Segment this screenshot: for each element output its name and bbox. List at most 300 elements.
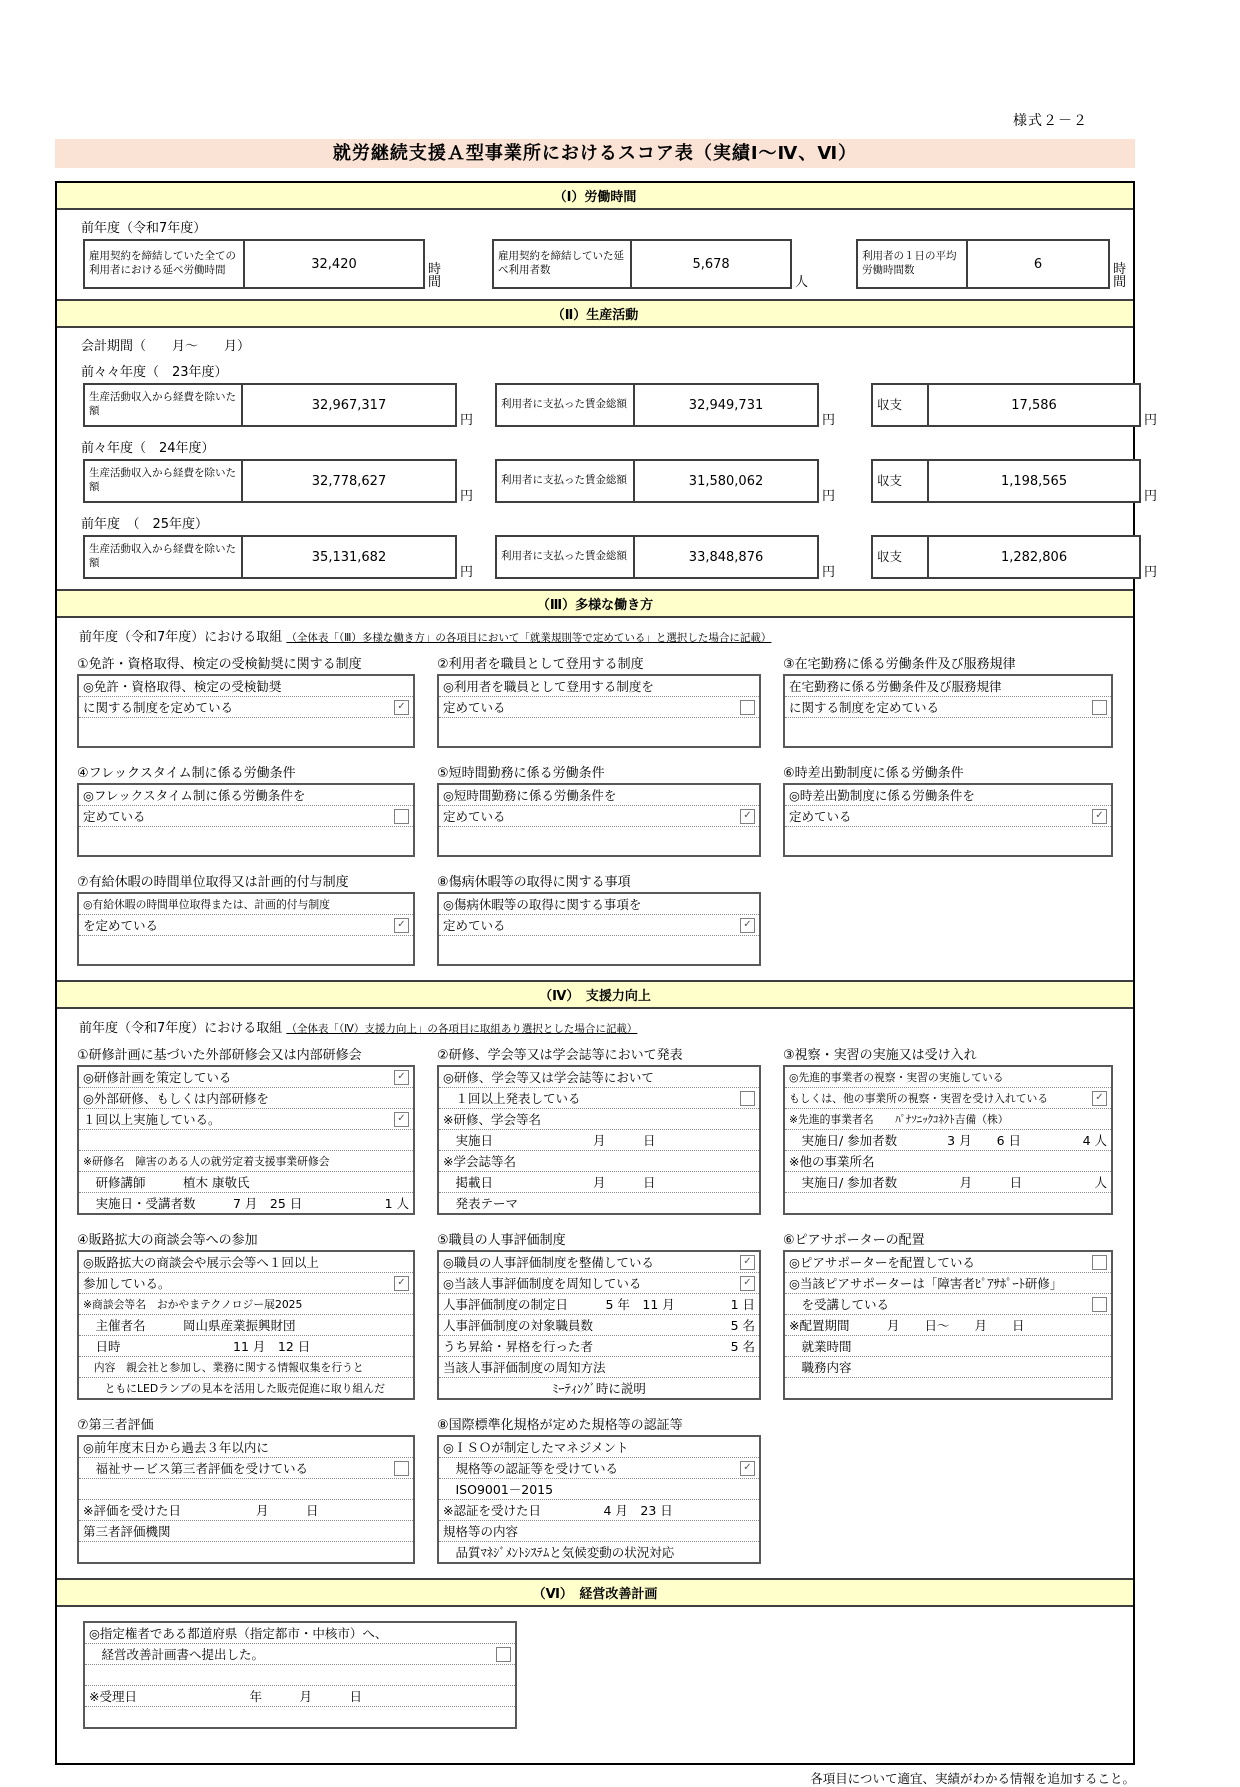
box-row [79, 1479, 413, 1500]
management-improvement-box [83, 1621, 517, 1729]
field-unit: 時間 [428, 262, 442, 290]
item-title: ⑧国際標準化規格が定めた規格等の認証等 [437, 1418, 683, 1433]
row-text: ※受理日 年 月 日 [89, 1689, 362, 1704]
box-row [79, 1172, 413, 1193]
page-title: 就労継続支援Ａ型事業所におけるスコア表（実績Ⅰ～Ⅳ、Ⅵ） [55, 139, 1135, 168]
checkbox-unchecked[interactable] [740, 1091, 755, 1106]
field-label: 利用者の１日の平均労働時間数 [858, 241, 968, 287]
box-row [785, 1088, 1111, 1109]
row-text: 経営改善計画書へ提出した。 [89, 1647, 265, 1662]
box-row [439, 1542, 759, 1562]
box-row [439, 1437, 759, 1458]
box-row [85, 1686, 515, 1707]
row-text: ◎販路拡大の商談会や展示会等へ１回以上 [83, 1255, 319, 1270]
year-label: 前年度 （ 25年度） [81, 517, 209, 532]
form-item [783, 1044, 1113, 1215]
row-text: 人事評価制度の制定日 5 年 11 月 [443, 1297, 675, 1312]
box-row [439, 915, 759, 936]
subtitle-note: （全体表「（Ⅲ）多様な働き方」の各項目において「就業規則等で定めている」と選択した場合に記載） [286, 632, 772, 644]
box-row [439, 1294, 759, 1315]
row-text: ◎傷病休暇等の取得に関する事項を [443, 897, 642, 912]
box-row [439, 806, 759, 827]
item-box [437, 783, 761, 857]
row-text: 定めている [443, 700, 506, 715]
box-row [439, 1067, 759, 1088]
row-text: ◎フレックスタイム制に係る労働条件を [83, 788, 306, 803]
field-label: 雇用契約を締結していた延べ利用者数 [494, 241, 632, 287]
checkbox-checked[interactable]: ✓ [1092, 1091, 1107, 1106]
box-row [785, 1378, 1111, 1398]
checkbox-checked[interactable]: ✓ [740, 1276, 755, 1291]
item-box [437, 674, 761, 748]
row-text: ◎職員の人事評価制度を整備している [443, 1255, 654, 1270]
row-text: ◎指定権者である都道府県（指定都市・中核市）へ、 [89, 1626, 388, 1641]
item-title: ④フレックスタイム制に係る労働条件 [77, 766, 296, 781]
section1-field-row [83, 239, 1133, 289]
field-value: 35,131,682 [311, 549, 387, 565]
item-box [783, 1065, 1113, 1215]
form-item [77, 1229, 415, 1400]
field-label: 利用者に支払った賃金総額 [497, 461, 635, 501]
box-row [785, 1294, 1111, 1315]
field-group-net-income [83, 459, 473, 503]
box-row [785, 676, 1111, 697]
item-title: ⑤職員の人事評価制度 [437, 1233, 566, 1248]
box-row [79, 1378, 413, 1398]
box-row [785, 1252, 1111, 1273]
field-group-wages-paid [495, 459, 835, 503]
section4-content [57, 1017, 1133, 1578]
field-group-net-income [83, 535, 473, 579]
field-group-wages-paid [495, 383, 835, 427]
box-row [439, 1273, 759, 1294]
box-row [785, 1109, 1111, 1130]
box-row [79, 1294, 413, 1315]
row-text: ※評価を受けた日 月 日 [83, 1503, 319, 1518]
checkbox-checked[interactable]: ✓ [394, 1276, 409, 1291]
box-row [785, 1151, 1111, 1172]
row-value: 5 名 [730, 1318, 755, 1333]
field-label: 雇用契約を締結していた全ての利用者における延べ労働時間 [85, 241, 245, 287]
item-box [783, 674, 1113, 748]
box-row [439, 1315, 759, 1336]
form-item [437, 1229, 761, 1400]
field-label: 収支 [873, 537, 929, 577]
section4-item-grid [57, 1044, 1133, 1578]
box-row [785, 806, 1111, 827]
box-row [79, 1521, 413, 1542]
item-title: ③在宅勤務に係る労働条件及び服務規律 [783, 657, 1016, 672]
field-value: 31,580,062 [688, 473, 764, 489]
year-field-row [83, 383, 1158, 428]
form-item [77, 871, 415, 966]
box-row [85, 1644, 515, 1665]
field-unit: 円 [822, 489, 836, 504]
item-title: ④販路拡大の商談会等への参加 [77, 1233, 258, 1248]
field-unit: 時間 [1113, 262, 1127, 290]
item-title: ⑥ピアサポーターの配置 [783, 1233, 925, 1248]
form-item [77, 1044, 415, 1215]
field-group-net-income [83, 383, 473, 427]
row-value: 1 人 [384, 1196, 409, 1211]
item-box [783, 1250, 1113, 1400]
row-text: 参加している。 [83, 1276, 171, 1291]
item-box [783, 783, 1113, 857]
row-text: ※学会誌等名 [443, 1154, 516, 1169]
field-value: 32,420 [311, 256, 357, 272]
row-text: ◎利用者を職員として登用する制度を [443, 679, 654, 694]
item-box [437, 1435, 761, 1564]
item-title: ③視察・実習の実施又は受け入れ [783, 1048, 977, 1063]
box-row [79, 1458, 413, 1479]
field-unit: 円 [460, 489, 474, 504]
field-group-avg-hours [856, 239, 1133, 289]
row-text: 日時 11 月 12 日 [83, 1339, 311, 1354]
item-box [77, 1065, 415, 1215]
box-row [79, 1067, 413, 1088]
box-row [439, 827, 759, 855]
checkbox-unchecked[interactable] [394, 1461, 409, 1476]
form-item [77, 653, 415, 748]
box-row [785, 1193, 1111, 1213]
checkbox-checked[interactable]: ✓ [394, 700, 409, 715]
box-row [439, 1336, 759, 1357]
year-label: 前々年度（ 24年度） [81, 441, 215, 456]
row-text: ◎ピアサポーターを配置している [789, 1255, 975, 1270]
row-text: を受講している [789, 1297, 890, 1312]
field-unit: 円 [460, 413, 474, 428]
box-row [79, 1357, 413, 1378]
row-text: 発表テーマ [443, 1196, 519, 1211]
footer-note: 各項目について適宜、実績がわかる情報を追加すること。 [810, 1771, 1135, 1786]
box-row [439, 676, 759, 697]
row-text: ※認証を受けた日 4 月 23 日 [443, 1503, 673, 1518]
form-body [55, 181, 1158, 1765]
row-text: ※研修名 障害のある人の就労定着支援事業研修会 [83, 1154, 330, 1168]
item-box [437, 892, 761, 966]
item-title: ⑧傷病休暇等の取得に関する事項 [437, 875, 631, 890]
box-row [79, 806, 413, 827]
row-text: ◎有給休暇の時間単位取得または、計画的付与制度 [83, 897, 330, 911]
box-row [79, 718, 413, 746]
checkbox-checked[interactable]: ✓ [740, 1461, 755, 1476]
row-text: ※商談会等名 おかやまテクノロジー展2025 [83, 1297, 303, 1311]
section2-content [57, 335, 1158, 580]
item-box [77, 1250, 415, 1400]
row-text: 研修講師 植木 康敬氏 [83, 1175, 250, 1190]
box-row [85, 1707, 515, 1727]
field-group-wages-paid [495, 535, 835, 579]
form-item [77, 762, 415, 857]
box-row [785, 718, 1111, 746]
field-unit: 円 [1144, 413, 1158, 428]
row-text: ◎先進的事業者の視察・実習の実施している [789, 1070, 1004, 1084]
row-text: 人事評価制度の対象職員数 [443, 1318, 594, 1333]
box-row [79, 1088, 413, 1109]
row-text: ※研修、学会等名 [443, 1112, 541, 1127]
box-row [439, 1357, 759, 1378]
checkbox-unchecked[interactable] [496, 1647, 511, 1662]
row-text: １回以上実施している。 [83, 1112, 221, 1127]
checkbox-checked[interactable]: ✓ [740, 918, 755, 933]
box-row [79, 785, 413, 806]
checkbox-checked[interactable]: ✓ [394, 1070, 409, 1085]
field-label: 利用者に支払った賃金総額 [497, 537, 635, 577]
box-row [439, 1193, 759, 1213]
row-text: ◎当該ピアサポーターは「障害者ﾋﾟｱｻﾎﾟｰﾄ研修」 [789, 1276, 1063, 1291]
section6-header: （Ⅵ） 経営改善計画 [57, 1578, 1133, 1607]
row-text: 主催者名 岡山県産業振興財団 [83, 1318, 296, 1333]
item-title: ②研修、学会等又は学会誌等において発表 [437, 1048, 683, 1063]
row-text: ※配置期間 月 日～ 月 日 [789, 1318, 1025, 1333]
box-row [785, 827, 1111, 855]
box-row [439, 1130, 759, 1151]
year-field-row [83, 535, 1158, 580]
field-value: 17,586 [1011, 397, 1057, 413]
row-value: 1 日 [730, 1297, 755, 1312]
form-wrap [55, 181, 1158, 1787]
field-value: 1,198,565 [1000, 473, 1068, 489]
field-unit: 円 [822, 565, 836, 580]
field-unit: 円 [1144, 565, 1158, 580]
box-row [79, 1130, 413, 1151]
box-row [439, 1172, 759, 1193]
field-label: 収支 [873, 385, 929, 425]
field-label: 収支 [873, 461, 929, 501]
form-item [783, 653, 1113, 748]
subtitle-text: 前年度（令和7年度）における取組 [79, 630, 283, 645]
checkbox-checked[interactable]: ✓ [740, 809, 755, 824]
row-text: 掲載日 月 日 [443, 1175, 656, 1190]
row-text: ◎研修計画を策定している [83, 1070, 232, 1085]
box-row [785, 785, 1111, 806]
field-unit: 円 [822, 413, 836, 428]
field-group-balance [871, 459, 1157, 503]
box-row [439, 1252, 759, 1273]
item-title: ⑦有給休暇の時間単位取得又は計画的付与制度 [77, 875, 349, 890]
field-label: 利用者に支払った賃金総額 [497, 385, 635, 425]
row-value: 5 名 [730, 1339, 755, 1354]
row-text: 実施日/ 参加者数 3 月 6 日 [789, 1133, 1022, 1148]
field-value: 32,949,731 [688, 397, 764, 413]
item-title: ⑥時差出勤制度に係る労働条件 [783, 766, 964, 781]
box-row [79, 1252, 413, 1273]
field-value: 6 [1033, 256, 1043, 272]
row-text: に関する制度を定めている [789, 700, 940, 715]
form-item [437, 871, 761, 966]
item-title: ⑤短時間勤務に係る労働条件 [437, 766, 605, 781]
box-row [79, 676, 413, 697]
section6-content [57, 1607, 1133, 1763]
box-row [439, 697, 759, 718]
box-row [85, 1665, 515, 1686]
row-text: 規格等の認証等を受けている [443, 1461, 619, 1476]
box-row [79, 1336, 413, 1357]
checkbox-unchecked[interactable] [1092, 1255, 1107, 1270]
row-text: 定めている [443, 809, 506, 824]
item-box [437, 1250, 761, 1400]
row-text: 品質ﾏﾈｼﾞﾒﾝﾄｼｽﾃﾑと気候変動の状況対応 [443, 1545, 675, 1560]
row-text: 第三者評価機関 [83, 1524, 171, 1539]
form-item [437, 1044, 761, 1215]
row-text: 在宅勤務に係る労働条件及び服務規律 [789, 679, 1002, 694]
item-title: ②利用者を職員として登用する制度 [437, 657, 644, 672]
row-text: 職務内容 [789, 1360, 852, 1375]
box-row [79, 936, 413, 964]
row-text: ◎ＩＳＯが制定したマネジメント [443, 1440, 629, 1455]
form-item [437, 653, 761, 748]
field-label: 生産活動収入から経費を除いた額 [85, 537, 243, 577]
box-row [439, 718, 759, 746]
section3-content [57, 626, 1133, 980]
row-text: ◎外部研修、もしくは内部研修を [83, 1091, 269, 1106]
item-title: ①免許・資格取得、検定の受検勧奨に関する制度 [77, 657, 362, 672]
form-code: 様式２－２ [1013, 113, 1088, 129]
row-text: 定めている [83, 809, 146, 824]
row-text: １回以上発表している [443, 1091, 581, 1106]
box-row [439, 1151, 759, 1172]
box-row [439, 1479, 759, 1500]
box-row [439, 936, 759, 964]
box-row [785, 697, 1111, 718]
row-text: 内容 親会社と参加し、業務に関する情報収集を行うと [83, 1360, 364, 1374]
field-group-balance [871, 535, 1157, 579]
row-text: うち昇給・昇格を行った者 [443, 1339, 594, 1354]
year-field-row [83, 459, 1158, 504]
box-row [79, 1542, 413, 1562]
section2-header: （Ⅱ）生産活動 [57, 299, 1133, 328]
field-group-balance [871, 383, 1157, 427]
checkbox-unchecked[interactable] [1092, 1297, 1107, 1312]
checkbox-checked[interactable]: ✓ [394, 1112, 409, 1127]
item-box [77, 674, 415, 748]
subtitle-note: （全体表「（Ⅳ）支援力向上」の各項目に取組あり選択とした場合に記載） [286, 1023, 638, 1035]
row-text: ◎当該人事評価制度を周知している [443, 1276, 642, 1291]
checkbox-checked[interactable]: ✓ [394, 918, 409, 933]
box-row [85, 1623, 515, 1644]
section1-year-label: 前年度（令和7年度） [81, 221, 207, 236]
row-text: ◎時差出勤制度に係る労働条件を [789, 788, 975, 803]
item-title: ①研修計画に基づいた外部研修会又は内部研修会 [77, 1048, 362, 1063]
box-row [439, 1458, 759, 1479]
item-box [77, 1435, 415, 1564]
row-text: を定めている [83, 918, 159, 933]
box-row [785, 1067, 1111, 1088]
box-row [439, 785, 759, 806]
box-row [79, 827, 413, 855]
item-box [437, 1065, 761, 1215]
row-text: 実施日 月 日 [443, 1133, 656, 1148]
section4-subtitle [79, 1017, 1133, 1036]
row-text: 就業時間 [789, 1339, 852, 1354]
row-text: もしくは、他の事業所の視察・実習を受け入れている [789, 1091, 1049, 1105]
item-title: ⑦第三者評価 [77, 1418, 154, 1433]
form-item [783, 1229, 1113, 1400]
form-item [783, 762, 1113, 857]
box-row [79, 697, 413, 718]
row-text: 福祉サービス第三者評価を受けている [83, 1461, 309, 1476]
item-box [77, 892, 415, 966]
box-row [79, 1273, 413, 1294]
checkbox-unchecked[interactable] [394, 809, 409, 824]
box-row [439, 1088, 759, 1109]
box-row [785, 1357, 1111, 1378]
box-row [79, 1315, 413, 1336]
checkbox-unchecked[interactable] [1092, 700, 1107, 715]
box-row [79, 894, 413, 915]
row-text: ※他の事業所名 [789, 1154, 875, 1169]
row-text: ◎免許・資格取得、検定の受検勧奨 [83, 679, 282, 694]
box-row [79, 1437, 413, 1458]
field-label: 生産活動収入から経費を除いた額 [85, 385, 243, 425]
box-row [439, 1521, 759, 1542]
form-item [437, 1414, 761, 1564]
field-value: 1,282,806 [1000, 549, 1068, 565]
item-box [77, 783, 415, 857]
box-row [439, 1500, 759, 1521]
row-text: 実施日/ 参加者数 月 日 [789, 1175, 1023, 1190]
box-row [439, 1378, 759, 1398]
checkbox-checked[interactable]: ✓ [1092, 809, 1107, 824]
field-value: 32,967,317 [311, 397, 387, 413]
row-text: 実施日・受講者数 7 月 25 日 [83, 1196, 303, 1211]
box-row [439, 894, 759, 915]
section3-subtitle [79, 626, 1133, 645]
row-text: 当該人事評価制度の周知方法 [443, 1360, 606, 1375]
checkbox-unchecked[interactable] [740, 700, 755, 715]
row-value: 4 人 [1082, 1133, 1107, 1148]
section3-item-grid [57, 653, 1133, 980]
box-row [79, 1193, 413, 1213]
row-text: ◎前年度末日から過去３年以内に [83, 1440, 269, 1455]
field-value: 33,848,876 [688, 549, 764, 565]
box-row [79, 1109, 413, 1130]
row-text: ※先進的事業者名 ﾊﾟﾅｿﾆｯｸｺﾈｸﾄ吉備（株） [789, 1112, 1009, 1126]
field-group-total-hours [83, 239, 446, 289]
form-item [437, 762, 761, 857]
row-text: ともにLEDランプの見本を活用した販売促進に取り組んだ [83, 1381, 385, 1395]
box-row [785, 1336, 1111, 1357]
section3-header: （Ⅲ）多様な働き方 [57, 589, 1133, 618]
accounting-period-label: 会計期間（ 月～ 月） [81, 339, 251, 354]
box-row [439, 1109, 759, 1130]
box-row [79, 1500, 413, 1521]
section1-header: （Ⅰ）労働時間 [57, 183, 1133, 210]
box-row [785, 1172, 1111, 1193]
field-label: 生産活動収入から経費を除いた額 [85, 461, 243, 501]
row-text: 定めている [789, 809, 852, 824]
checkbox-checked[interactable]: ✓ [740, 1255, 755, 1270]
field-unit: 円 [460, 565, 474, 580]
field-unit: 人 [795, 275, 809, 290]
box-row [785, 1315, 1111, 1336]
row-text: に関する制度を定めている [83, 700, 234, 715]
section4-header: （Ⅳ） 支援力向上 [57, 980, 1133, 1009]
row-text: ◎短時間勤務に係る労働条件を [443, 788, 617, 803]
row-text: ﾐｰﾃｨﾝｸﾞ時に説明 [552, 1381, 646, 1396]
box-row [79, 1151, 413, 1172]
form-item [77, 1414, 415, 1564]
row-value: 人 [1094, 1175, 1107, 1190]
field-group-total-users [492, 239, 808, 289]
box-row [79, 915, 413, 936]
row-text: ◎研修、学会等又は学会誌等において [443, 1070, 654, 1085]
row-text: 規格等の内容 [443, 1524, 519, 1539]
field-unit: 円 [1144, 489, 1158, 504]
box-row [785, 1130, 1111, 1151]
year-label: 前々々年度（ 23年度） [81, 365, 228, 380]
box-row [785, 1273, 1111, 1294]
